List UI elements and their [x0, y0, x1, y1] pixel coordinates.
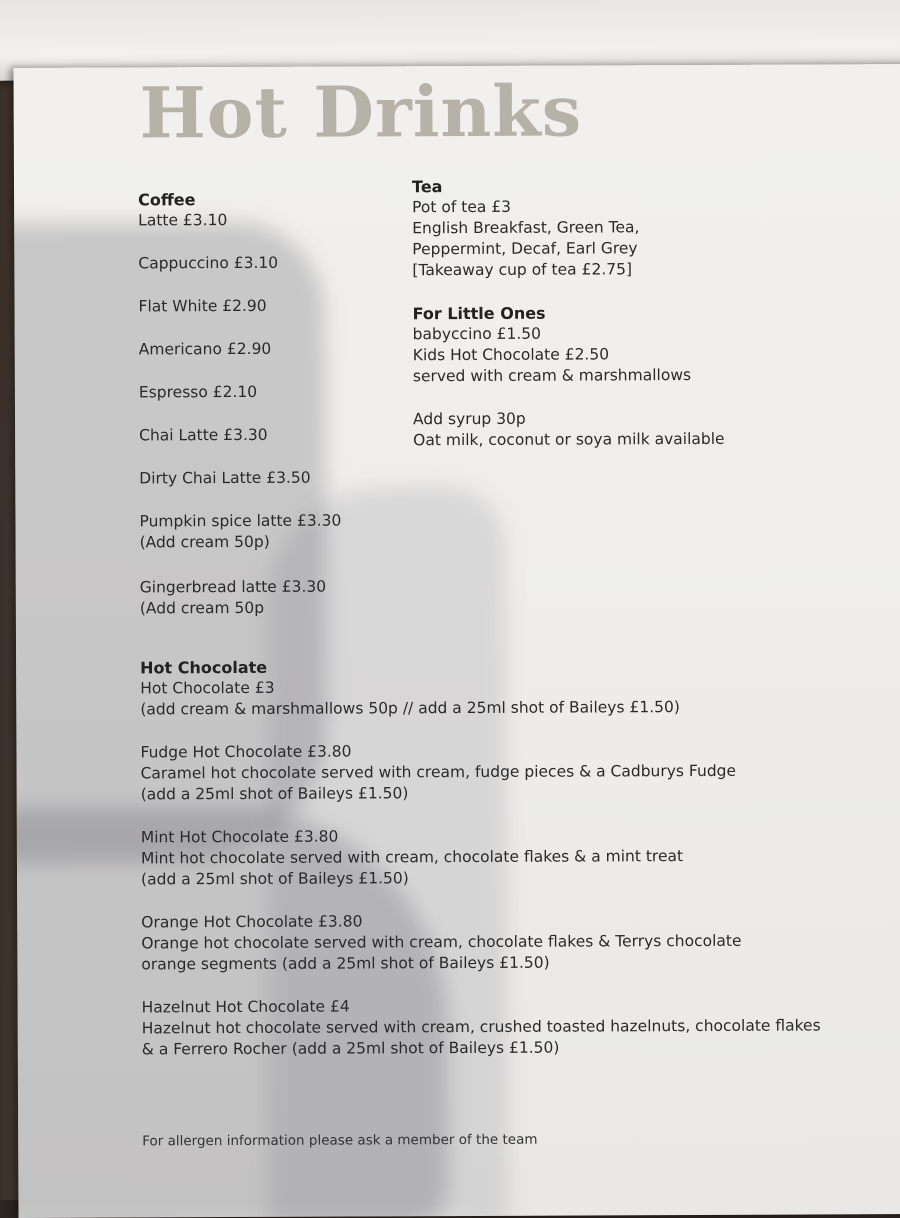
menu-item-text: Pumpkin spice latte £3.30: [139, 511, 342, 531]
hot-chocolate-heading: Hot Chocolate: [140, 657, 268, 678]
menu-item: [142, 994, 822, 1060]
menu-item-note: (Add cream 50p): [139, 532, 270, 552]
menu-item: [140, 576, 440, 643]
menu-item-text: Gingerbread latte £3.30: [139, 577, 327, 597]
coffee-heading: Coffee: [138, 190, 196, 210]
menu-item-description: Mint hot chocolate served with cream, chocolate flakes & a mint treat: [140, 847, 684, 868]
extras-section: [413, 407, 833, 451]
menu-item: [139, 424, 439, 468]
menu-item: [140, 739, 820, 805]
menu-item-description: & a Ferrero Rocher (add a 25ml shot of Baileys £1.50): [141, 1038, 560, 1059]
little-ones-line: served with cream & marshmallows: [412, 366, 692, 386]
menu-title: Hot Drinks: [139, 69, 583, 155]
menu-item-text: Hazelnut Hot Chocolate £4: [141, 997, 350, 1017]
menu-item: [141, 909, 821, 975]
extras-line: Add syrup 30p: [412, 409, 526, 429]
tea-heading: Tea: [411, 177, 443, 197]
menu-item-description: orange segments (add a 25ml shot of Baileys £1.50): [141, 953, 550, 974]
tea-line: [Takeaway cup of tea £2.75]: [412, 260, 633, 280]
menu-item: [139, 381, 439, 425]
menu-item: [139, 467, 439, 511]
menu-item-text: Americano £2.90: [138, 339, 272, 359]
menu-item: [140, 675, 820, 720]
menu-item-text: Hot Chocolate £3: [140, 678, 275, 698]
hot-chocolate-section: [140, 654, 822, 1082]
little-ones-section: [413, 301, 833, 387]
tea-line: Pot of tea £3: [412, 197, 512, 217]
coffee-section: [138, 188, 440, 643]
menu-item: [138, 252, 438, 296]
little-ones-line: babyccino £1.50: [412, 324, 542, 344]
menu-item-note: (add cream & marshmallows 50p // add a 25ml shot of Baileys £1.50): [140, 698, 680, 719]
menu-item-note: (add a 25ml shot of Baileys £1.50): [140, 869, 409, 889]
menu-item: [138, 209, 438, 253]
menu-item-note: (Add cream 50p: [139, 598, 265, 618]
tea-line: Peppermint, Decaf, Earl Grey: [412, 239, 638, 259]
menu-page: [13, 64, 900, 1218]
extras-line: Oat milk, coconut or soya milk available: [413, 429, 725, 450]
little-ones-line: Kids Hot Chocolate £2.50: [412, 345, 610, 365]
menu-item-text: Mint Hot Chocolate £3.80: [140, 827, 339, 847]
menu-item-text: Espresso £2.10: [138, 382, 258, 402]
menu-item: [141, 824, 821, 890]
allergen-footnote: For allergen information please ask a member of the team: [142, 1131, 538, 1150]
menu-item-text: Fudge Hot Chocolate £3.80: [140, 742, 352, 762]
menu-item-text: Orange Hot Chocolate £3.80: [141, 912, 363, 932]
menu-item-text: Latte £3.10: [138, 211, 228, 230]
menu-item-description: Orange hot chocolate served with cream, chocolate flakes & Terrys chocolate: [141, 931, 742, 953]
menu-item: [138, 295, 438, 339]
menu-item-text: Flat White £2.90: [138, 296, 267, 316]
right-column: [412, 174, 833, 473]
menu-item-description: Hazelnut hot chocolate served with cream, crushed toasted hazelnuts, chocolate flakes: [141, 1016, 821, 1038]
menu-item-text: Cappuccino £3.10: [138, 253, 279, 273]
menu-item: [139, 510, 439, 577]
menu-item-description: Caramel hot chocolate served with cream, fudge pieces & a Cadburys Fudge: [140, 761, 737, 783]
menu-item-text: Dirty Chai Latte £3.50: [139, 468, 311, 488]
little-ones-heading: For Little Ones: [412, 303, 546, 324]
menu-item-note: (add a 25ml shot of Baileys £1.50): [140, 784, 409, 804]
menu-item-text: Chai Latte £3.30: [139, 425, 268, 445]
tea-line: English Breakfast, Green Tea,: [412, 218, 640, 238]
menu-item: [139, 338, 439, 382]
tea-section: [412, 174, 832, 281]
